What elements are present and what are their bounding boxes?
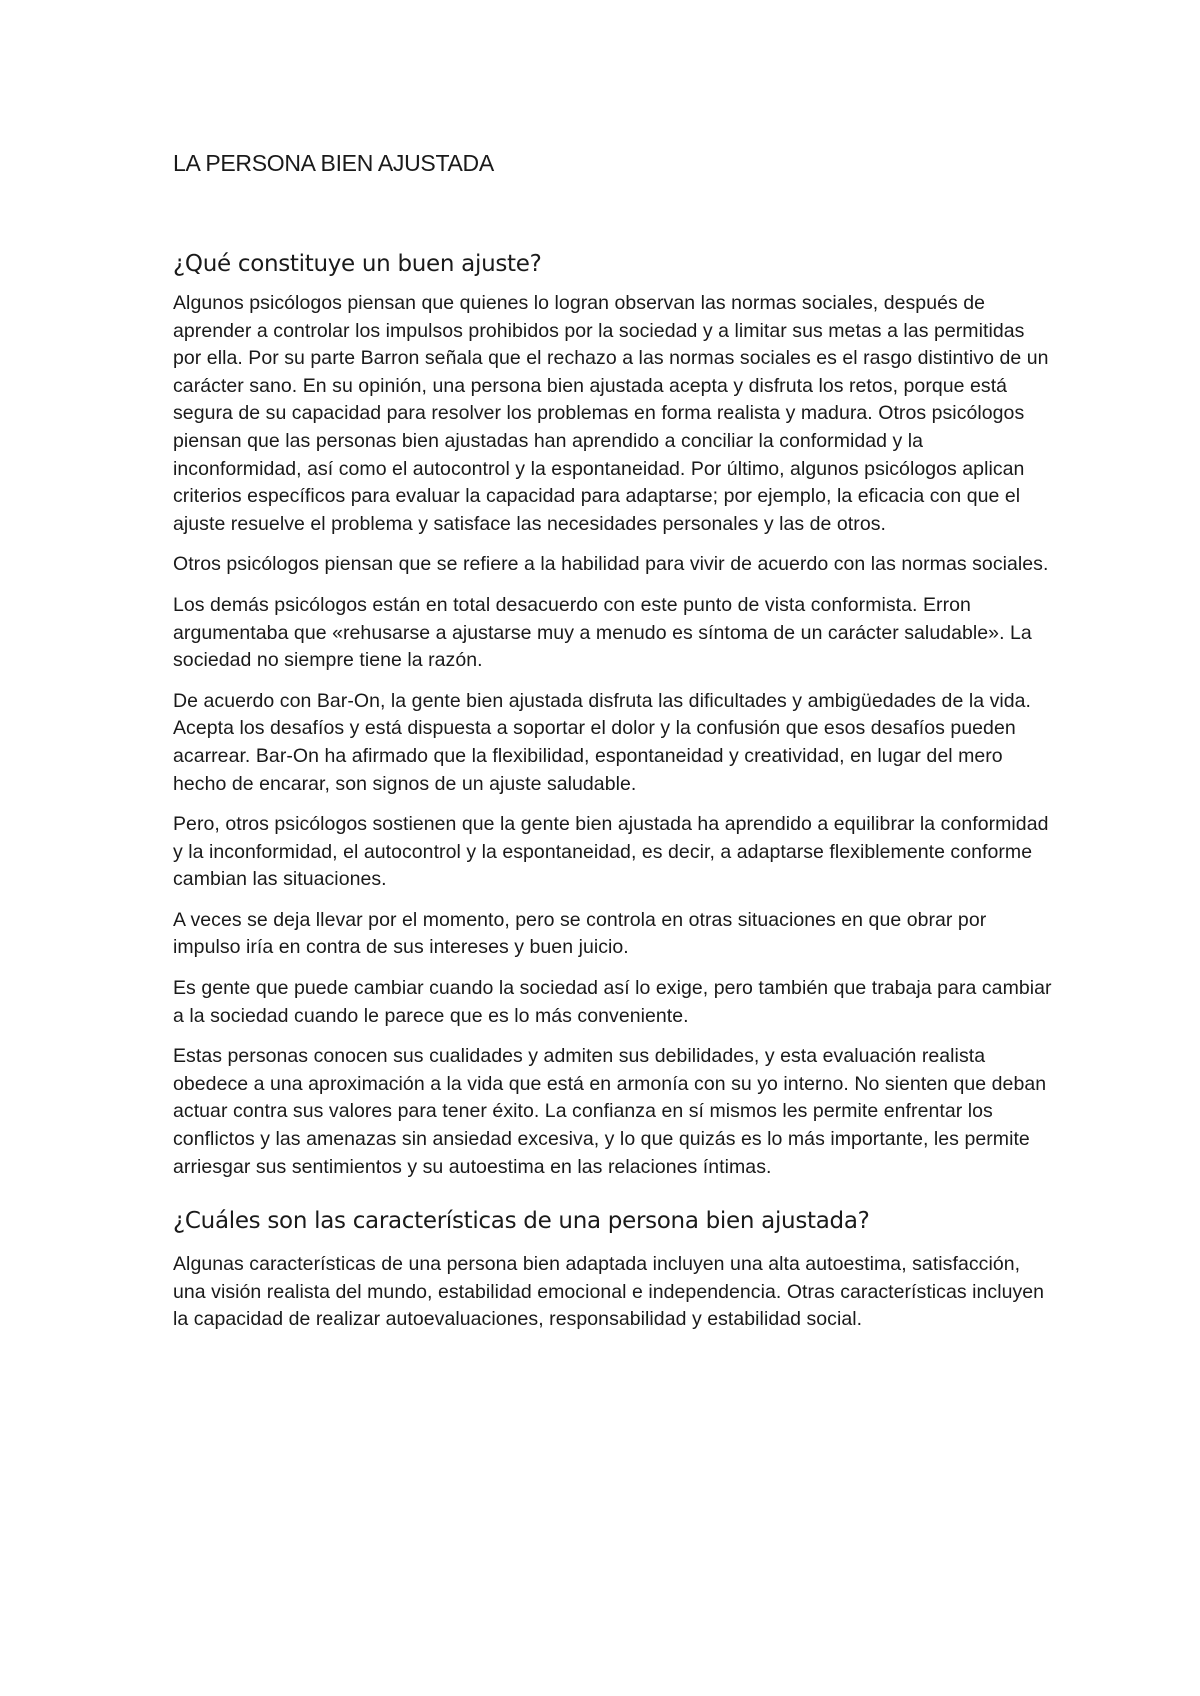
paragraph: Algunas características de una persona bien adaptada incluyen una alta autoestima, satisfacción, una visión realista del mundo, estabilidad emocional e independencia. Otras características incluyen la capacidad de realizar autoevaluaciones, responsabilidad y estabilidad social.: [173, 1253, 1045, 1331]
paragraph: A veces se deja llevar por el momento, pero se controla en otras situaciones en que obrar por impulso iría en contra de sus intereses y buen juicio.: [173, 908, 987, 959]
paragraph: Pero, otros psicólogos sostienen que la gente bien ajustada ha aprendido a equilibrar la conformidad y la inconformidad, el autocontrol y la espontaneidad, es decir, a adaptarse flexiblemente conforme cambian las situaciones.: [173, 813, 1049, 891]
paragraph: De acuerdo con Bar-On, la gente bien ajustada disfruta las dificultades y ambigüedades de la vida. Acepta los desafíos y está dispuesta a soportar el dolor y la confusión que esos desafíos pueden acarrear. Bar-On ha afirmado que la flexibilidad, espontaneidad y creatividad, en lugar del mero hecho de encarar, son signos de un ajuste saludable.: [173, 689, 1032, 795]
paragraph: Otros psicólogos piensan que se refiere a la habilidad para vivir de acuerdo con las normas sociales.: [173, 553, 1049, 576]
paragraph: Es gente que puede cambiar cuando la sociedad así lo exige, pero también que trabaja para cambiar a la sociedad cuando le parece que es lo más conveniente.: [173, 977, 1052, 1027]
paragraph: Algunos psicólogos piensan que quienes lo logran observan las normas sociales, después de aprender a controlar los impulsos prohibidos por la sociedad y a limitar sus metas a las permitidas por ella. Por su parte Barron señala que el rechazo a las normas sociales es el rasgo distintivo de un carácter sano. En su opinión, una persona bien ajustada acepta y disfruta los retos, porque está segura de su capacidad para resolver los problemas en forma realista y madura. Otros psicólogos piensan que las personas bien ajustadas han aprendido a conciliar la conformidad y la inconformidad, así como el autocontrol y la espontaneidad. Por último, algunos psicólogos aplican criterios específicos para evaluar la capacidad para adaptarse; por ejemplo, la eficacia con que el ajuste resuelve el problema y satisface las necesidades personales y las de otros.: [173, 292, 1049, 535]
paragraph: Estas personas conocen sus cualidades y admiten sus debilidades, y esta evaluación realista obedece a una aproximación a la vida que está en armonía con su yo interno. No sienten que deban actuar contra sus valores para tener éxito. La confianza en sí mismos les permite enfrentar los conflictos y las amenazas sin ansiedad excesiva, y lo que quizás es lo más importante, les permite arriesgar sus sentimientos y su autoestima en las relaciones íntimas.: [173, 1045, 1047, 1178]
document-body: [173, 148, 1053, 1347]
paragraph: Los demás psicólogos están en total desacuerdo con este punto de vista conformista. Erron argumentaba que «rehusarse a ajustarse muy a menudo es síntoma de un carácter saludable». La sociedad no siempre tiene la razón.: [173, 593, 1032, 672]
section-heading-characteristics: ¿Cuáles son las características de una persona bien ajustada?: [173, 1208, 870, 1235]
section-heading-good-adjustment: ¿Qué constituye un buen ajuste?: [173, 251, 542, 277]
document-title: LA PERSONA BIEN AJUSTADA: [173, 150, 494, 176]
